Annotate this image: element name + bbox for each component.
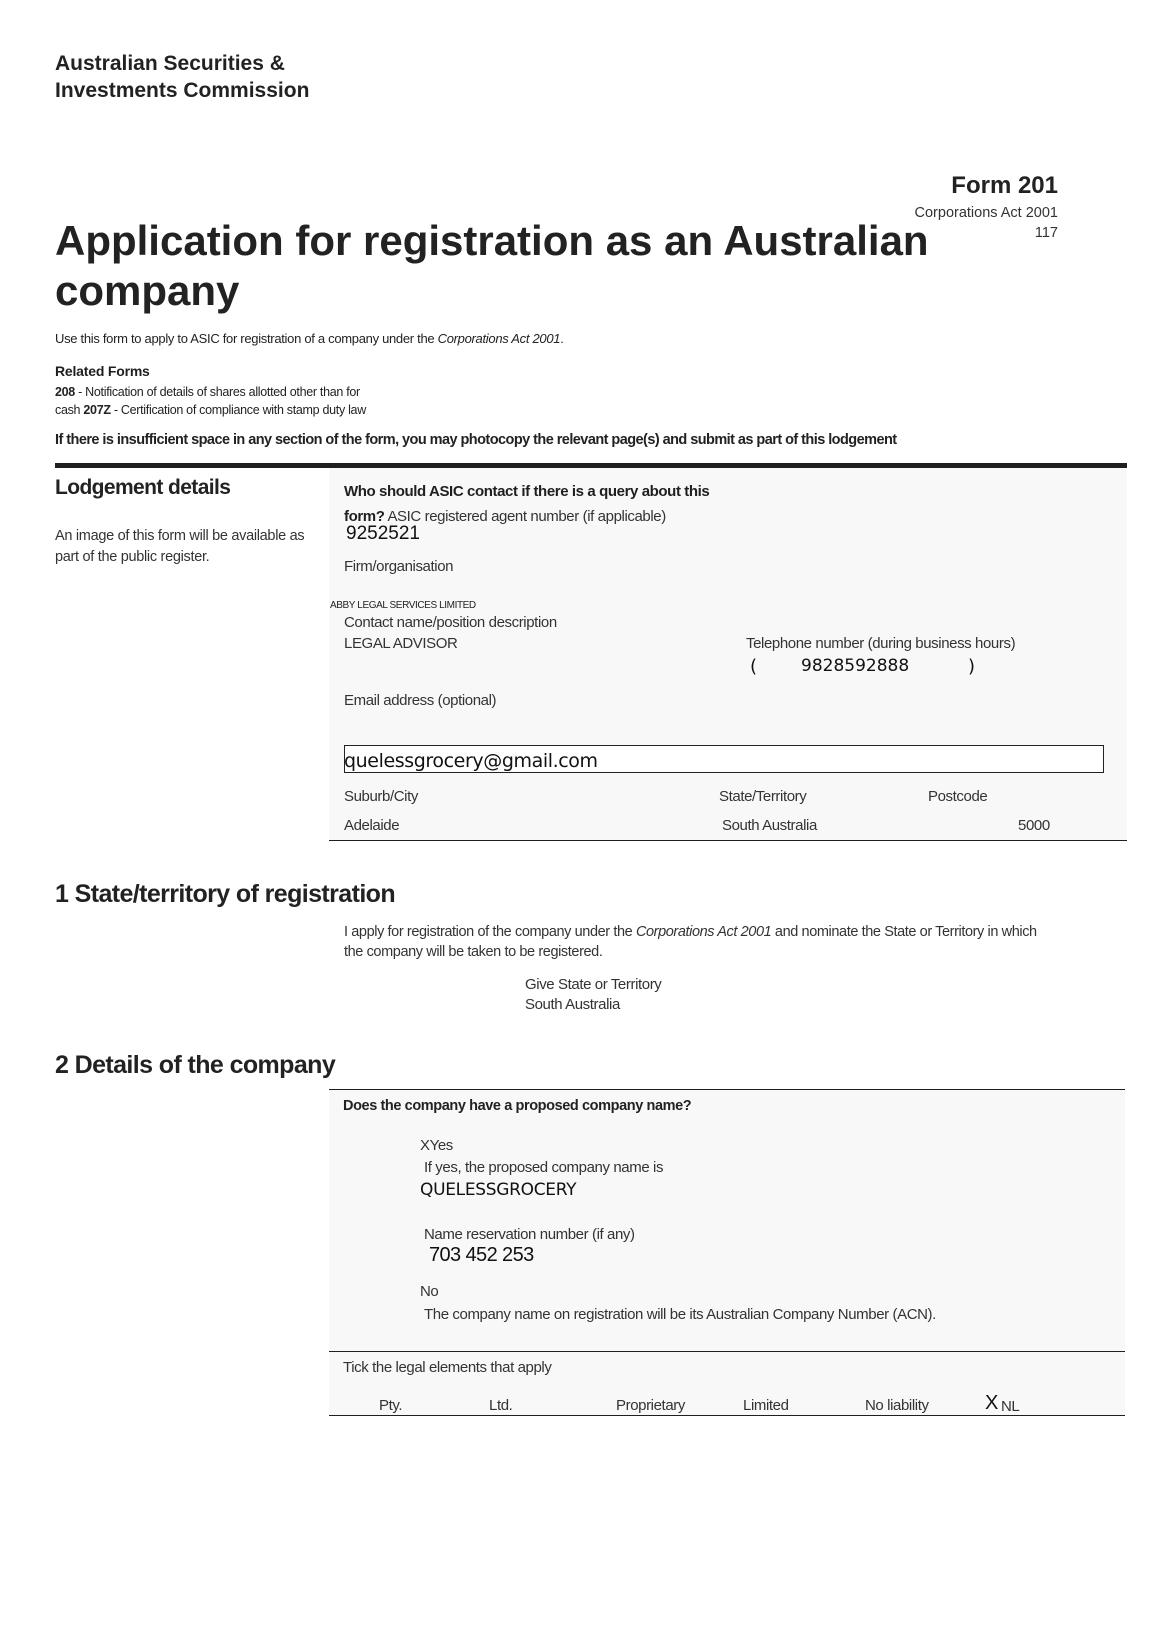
related-form-207z	[55, 401, 366, 419]
intro-text	[55, 331, 564, 346]
firm-field[interactable]: ABBY LEGAL SERVICES LIMITED	[330, 600, 476, 611]
related-forms-list	[55, 383, 366, 419]
related-form-code: 207Z	[83, 403, 111, 417]
agent-number-label: ASIC registered agent number (if applicable)	[384, 508, 666, 525]
reservation-number-label: Name reservation number (if any)	[424, 1226, 635, 1243]
no-option-detail: The company name on registration will be its Australian Company Number (ACN).	[424, 1306, 936, 1323]
form-number: Form 201	[951, 172, 1058, 199]
contact-question	[344, 479, 764, 529]
public-register-note: An image of this form will be available as part of the public register.	[55, 528, 305, 565]
agent-number-field[interactable]: 9252521	[346, 523, 420, 544]
related-forms-heading: Related Forms	[55, 363, 150, 379]
email-label: Email address (optional)	[344, 692, 497, 709]
lodgement-bottom-rule	[329, 840, 1127, 841]
insufficient-space-note: If there is insufficient space in any section of the form, you may photocopy the relevant page(s) and submit as part of this lodgement	[55, 432, 897, 448]
section-1-text	[344, 922, 1104, 962]
telephone-label: Telephone number (during business hours)	[746, 635, 1016, 652]
section-2-heading: 2 Details of the company	[55, 1051, 336, 1079]
state-of-registration-field[interactable]: South Australia	[525, 996, 620, 1013]
contact-name-label: Contact name/position description	[344, 614, 557, 631]
yes-label: Yes	[429, 1137, 453, 1154]
legal-element-pty[interactable]: Pty.	[379, 1397, 403, 1414]
intro-prefix: Use this form to apply to ASIC for registration of a company under the	[55, 331, 438, 346]
yes-option[interactable]	[420, 1137, 453, 1154]
related-form-prefix: cash	[55, 403, 84, 417]
state-label: State/Territory	[719, 788, 807, 805]
no-option[interactable]: No	[420, 1283, 439, 1300]
state-field[interactable]: South Australia	[722, 817, 817, 834]
question-line-1: Who should ASIC contact if there is a query about this	[344, 483, 710, 500]
postcode-label: Postcode	[928, 788, 988, 805]
text-act: Corporations Act 2001	[635, 924, 772, 940]
related-form-desc: - Certification of compliance with stamp duty law	[110, 403, 366, 417]
legal-elements-label: Tick the legal elements that apply	[343, 1359, 552, 1376]
email-value: quelessgrocery@gmail.com	[344, 750, 598, 772]
related-form-code: 208	[55, 385, 75, 399]
legal-element-limited[interactable]: Limited	[743, 1397, 789, 1414]
proposed-name-question: Does the company have a proposed company name?	[343, 1098, 692, 1114]
related-form-208	[55, 383, 366, 401]
legal-element-nl[interactable]: NL	[1001, 1398, 1020, 1415]
section-1-heading: 1 State/territory of registration	[55, 880, 396, 908]
paren-open: (	[750, 656, 758, 677]
give-state-label: Give State or Territory	[525, 976, 662, 993]
text-prefix: I apply for registration of the company under the	[344, 924, 636, 940]
text-line-2: the company will be taken to be registered.	[344, 944, 603, 960]
legal-elements-bottom-rule	[329, 1415, 1125, 1416]
reservation-number-field[interactable]: 703 452 253	[429, 1244, 534, 1266]
legal-element-proprietary[interactable]: Proprietary	[616, 1397, 685, 1414]
section-2-top-rule	[329, 1089, 1125, 1090]
legal-elements-top-rule	[329, 1351, 1125, 1352]
contact-name-field[interactable]: LEGAL ADVISOR	[344, 635, 458, 652]
suburb-field[interactable]: Adelaide	[344, 817, 400, 834]
organisation-name	[55, 50, 309, 104]
form-section: 117	[1034, 225, 1058, 241]
form-act: Corporations Act 2001	[914, 205, 1058, 221]
firm-label: Firm/organisation	[344, 558, 454, 575]
lodgement-heading: Lodgement details	[55, 476, 231, 499]
org-line-2: Investments Commission	[55, 79, 310, 102]
legal-element-ltd[interactable]: Ltd.	[489, 1397, 513, 1414]
related-form-desc: - Notification of details of shares allotted other than for	[74, 385, 360, 399]
paren-close: )	[968, 656, 976, 677]
intro-act: Corporations Act 2001	[437, 331, 561, 346]
text-suffix: and nominate the State or Territory in which	[771, 924, 1037, 940]
proposed-name-field[interactable]: QUELESSGROCERY	[420, 1180, 577, 1200]
title-line-2: company	[55, 267, 240, 314]
suburb-label: Suburb/City	[344, 788, 418, 805]
legal-element-no-liability[interactable]: No liability	[865, 1397, 929, 1414]
intro-suffix: .	[560, 331, 564, 346]
proposed-name-label: If yes, the proposed company name is	[424, 1159, 664, 1176]
telephone-value: 9828592888	[801, 656, 910, 676]
title-line-1: Application for registration as an Australian	[55, 217, 929, 264]
yes-checkbox-mark[interactable]: X	[420, 1137, 430, 1154]
telephone-field[interactable]	[750, 656, 990, 680]
nl-checkbox-mark[interactable]: X	[985, 1392, 999, 1414]
page-title	[55, 216, 955, 316]
org-line-1: Australian Securities &	[55, 52, 285, 75]
postcode-field[interactable]: 5000	[1018, 817, 1050, 834]
question-line-2: form?	[344, 508, 385, 525]
